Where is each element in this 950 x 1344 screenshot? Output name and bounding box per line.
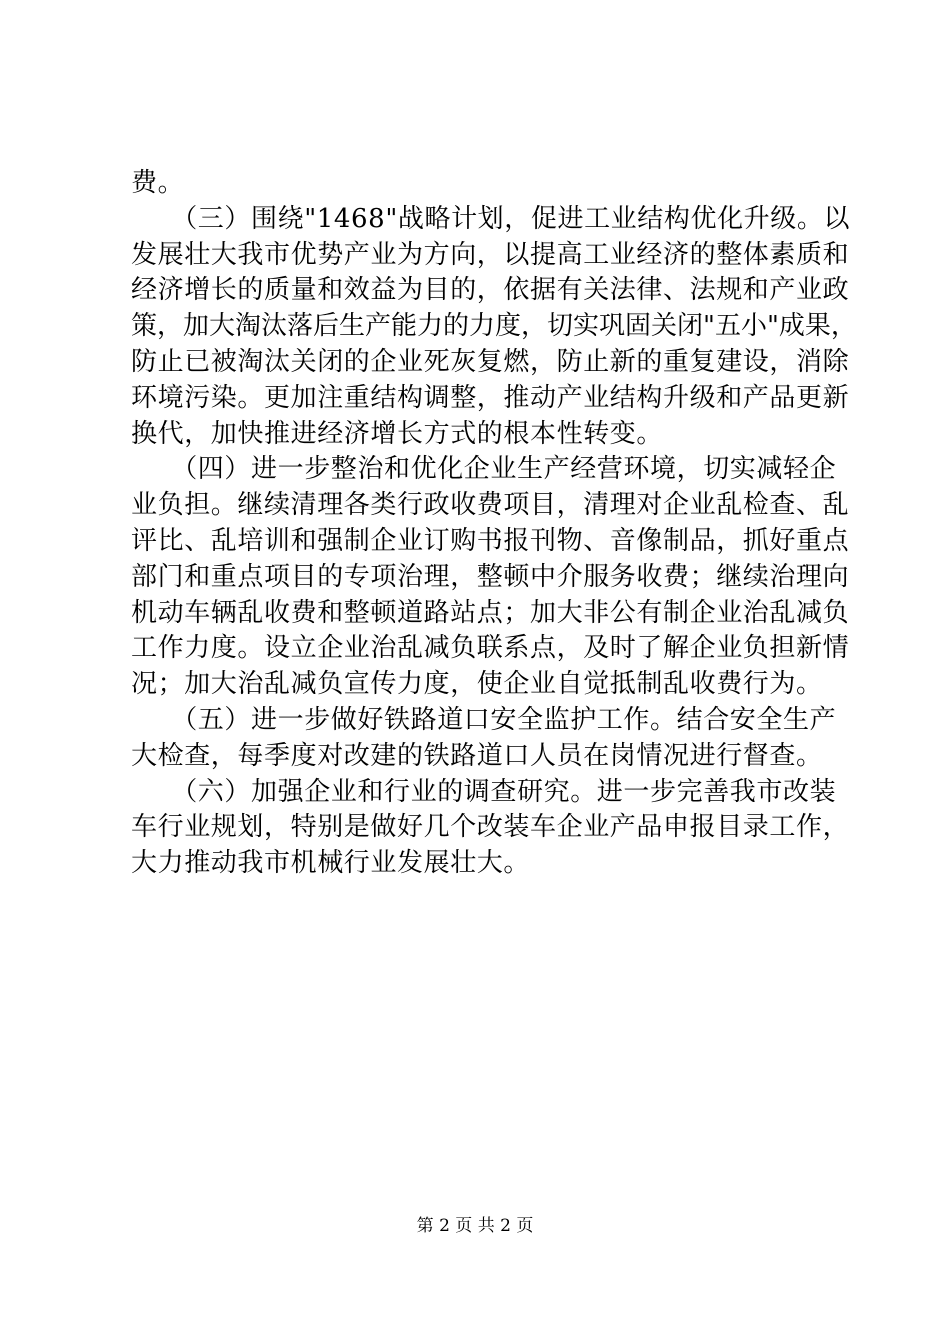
- page-number: 第 2 页 共 2 页: [416, 1216, 534, 1236]
- text-line: 大力推动我市机械行业发展壮大。: [131, 848, 531, 879]
- text-line: 防止已被淘汰关闭的企业死灰复燃，防止新的重复建设，消除: [131, 346, 850, 377]
- text-line: （五）进一步做好铁路道口安全监护工作。结合安全生产: [131, 704, 837, 735]
- text-line: （六）加强企业和行业的调查研究。进一步完善我市改装: [131, 776, 837, 807]
- text-line: 机动车辆乱收费和整顿道路站点；加大非公有制企业治乱减负: [131, 597, 850, 628]
- text-line: 费。: [131, 168, 185, 198]
- text-line: 车行业规划，特别是做好几个改装车企业产品申报目录工作，: [131, 812, 850, 843]
- text-line: 环境污染。更加注重结构调整，推动产业结构升级和产品更新: [131, 382, 850, 413]
- text-line: 发展壮大我市优势产业为方向，以提高工业经济的整体素质和: [131, 239, 850, 270]
- text-line: （四）进一步整治和优化企业生产经营环境，切实减轻企: [131, 454, 837, 485]
- text-line: 经济增长的质量和效益为目的，依据有关法律、法规和产业政: [131, 275, 850, 306]
- text-line: 况；加大治乱减负宣传力度，使企业自觉抵制乱收费行为。: [131, 669, 823, 700]
- text-line: 部门和重点项目的专项治理，整顿中介服务收费；继续治理向: [131, 561, 850, 592]
- text-line: 大检查，每季度对改建的铁路道口人员在岗情况进行督查。: [131, 740, 823, 771]
- page-footer: [0, 1214, 950, 1238]
- text-line: 换代，加快推进经济增长方式的根本性转变。: [131, 418, 664, 449]
- text-line: 工作力度。设立企业治乱减负联系点，及时了解企业负担新情: [131, 633, 850, 664]
- text-line: 策，加大淘汰落后生产能力的力度，切实巩固关闭"五小"成果，: [131, 311, 857, 342]
- text-line: 评比、乱培训和强制企业订购书报刊物、音像制品，抓好重点: [131, 525, 850, 556]
- text-line: 业负担。继续清理各类行政收费项目，清理对企业乱检查、乱: [131, 490, 850, 521]
- body-text: [131, 166, 857, 882]
- text-line: （三）围绕"1468"战略计划，促进工业结构优化升级。以: [131, 203, 851, 234]
